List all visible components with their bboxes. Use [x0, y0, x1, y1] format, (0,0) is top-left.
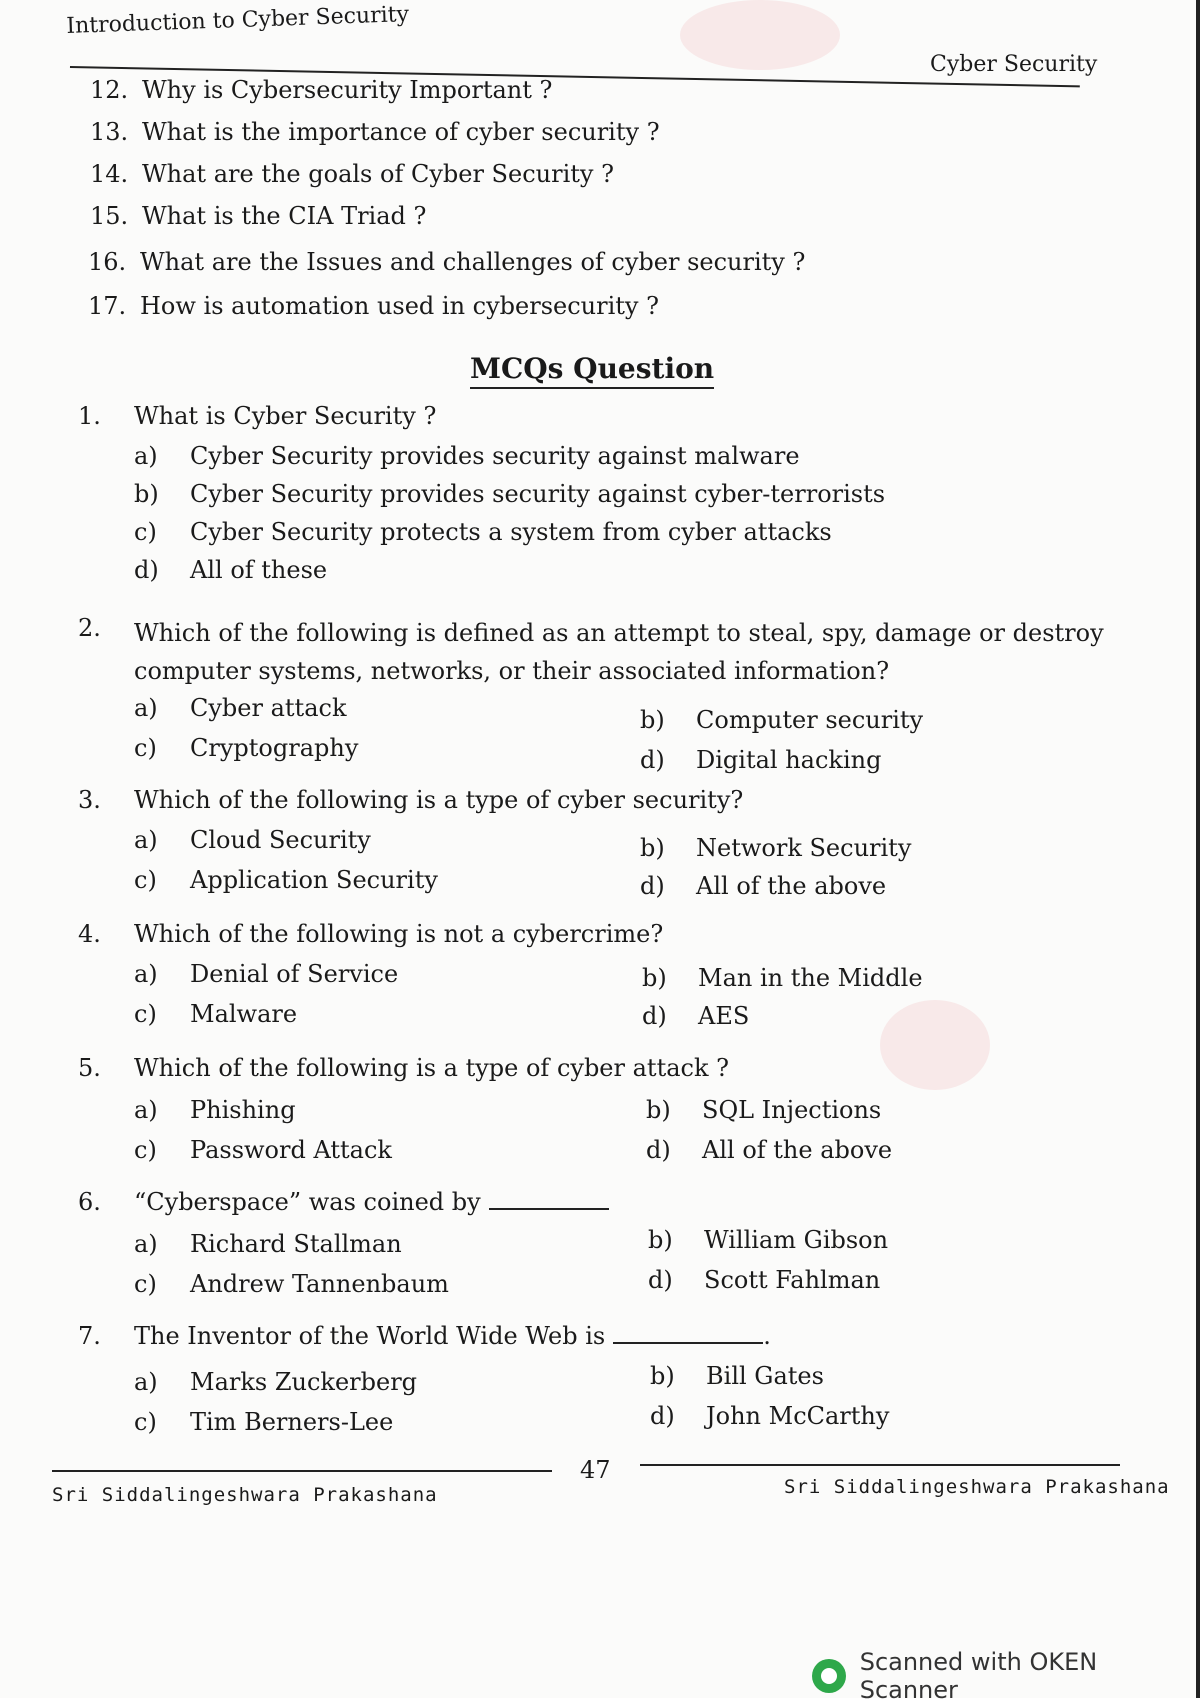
mcq-question — [78, 1322, 771, 1350]
list-item — [88, 248, 805, 276]
option-text: Scott Fahlman — [704, 1266, 881, 1294]
option-a — [134, 1096, 296, 1124]
question-text: The Inventor of the World Wide Web is — [134, 1322, 606, 1350]
answer-blank — [613, 1322, 763, 1344]
option-text: AES — [698, 1002, 750, 1030]
mcq-question — [78, 402, 436, 430]
question-text: Which of the following is a type of cyber security? — [134, 786, 744, 814]
question-text: “Cyberspace” was coined by — [134, 1188, 481, 1216]
option-label: b) — [640, 834, 665, 862]
option-text: Cryptography — [190, 734, 359, 762]
list-item — [88, 292, 659, 320]
mcq-question — [78, 786, 743, 814]
question-number: 15. — [90, 202, 129, 230]
option-c — [134, 866, 438, 894]
list-item — [90, 160, 614, 188]
option-c — [134, 1408, 393, 1436]
option-text: Malware — [190, 1000, 298, 1028]
running-header-left: Introduction to Cyber Security — [66, 2, 410, 39]
option-text: William Gibson — [704, 1226, 889, 1254]
option-label: b) — [646, 1096, 671, 1124]
question-text: What is the CIA Triad ? — [142, 202, 427, 230]
option-label: c) — [134, 734, 157, 762]
question-text: Which of the following is not a cybercrime? — [134, 920, 664, 948]
option-label: b) — [640, 706, 665, 734]
option-label: d) — [642, 1002, 667, 1030]
question-text: What is the importance of cyber security ? — [142, 118, 660, 146]
option-text: Cloud Security — [190, 826, 371, 854]
footer-rule-right — [640, 1464, 1120, 1466]
question-number: 7. — [78, 1322, 101, 1350]
question-number: 14. — [90, 160, 129, 188]
option-text: All of these — [190, 556, 328, 584]
question-text: Which of the following is defined as an attempt to steal, spy, damage or destroy computer systems, networks, or their associated information? — [134, 619, 1104, 685]
question-number: 1. — [78, 402, 101, 430]
option-label: c) — [134, 1000, 157, 1028]
option-text: Cyber Security provides security against malware — [190, 442, 800, 470]
option-a — [134, 694, 346, 722]
option-label: d) — [648, 1266, 673, 1294]
question-number: 12. — [90, 76, 129, 104]
option-text: Tim Berners-Lee — [190, 1408, 394, 1436]
option-label: b) — [134, 480, 159, 508]
option-label: c) — [134, 518, 157, 546]
option-label: c) — [134, 866, 157, 894]
stain-right — [880, 1000, 990, 1090]
question-text: Why is Cybersecurity Important ? — [142, 76, 553, 104]
option-d — [648, 1266, 880, 1294]
scanner-logo-icon — [812, 1659, 846, 1693]
option-label: a) — [134, 694, 158, 722]
publisher-left: Sri Siddalingeshwara Prakashana — [52, 1484, 438, 1506]
question-number: 13. — [90, 118, 129, 146]
mcq-question — [78, 920, 663, 948]
option-text: Cyber Security provides security against cyber-terrorists — [190, 480, 886, 508]
question-text: Which of the following is a type of cyber attack ? — [134, 1054, 729, 1082]
option-b — [646, 1096, 881, 1124]
option-label: a) — [134, 960, 158, 988]
option-label: a) — [134, 1230, 158, 1258]
page-edge-shadow — [1196, 0, 1200, 1698]
option-label: a) — [134, 1096, 158, 1124]
question-number: 4. — [78, 920, 101, 948]
option-label: d) — [134, 556, 159, 584]
list-item — [90, 202, 426, 230]
option-a — [134, 1368, 417, 1396]
option-d — [640, 746, 881, 774]
list-item — [90, 76, 552, 104]
option-a — [134, 960, 398, 988]
option-label: b) — [650, 1362, 675, 1390]
option-label: c) — [134, 1136, 157, 1164]
question-number: 6. — [78, 1188, 101, 1216]
option-text: Marks Zuckerberg — [190, 1368, 418, 1396]
option-d — [640, 872, 886, 900]
option-text: Digital hacking — [696, 746, 882, 774]
question-text: How is automation used in cybersecurity ? — [140, 292, 659, 320]
option-label: a) — [134, 1368, 158, 1396]
option-text: Phishing — [190, 1096, 296, 1124]
option-text: Application Security — [190, 866, 438, 894]
option-text: All of the above — [702, 1136, 893, 1164]
option-text: Denial of Service — [190, 960, 399, 988]
footer-rule-left — [52, 1470, 552, 1472]
option-b — [134, 480, 885, 508]
question-text: What are the Issues and challenges of cyber security ? — [140, 248, 806, 276]
option-a — [134, 442, 800, 470]
mcq-question — [78, 1054, 729, 1082]
option-text: Richard Stallman — [190, 1230, 402, 1258]
question-number: 3. — [78, 786, 101, 814]
option-text: John McCarthy — [706, 1402, 890, 1430]
question-text: What is Cyber Security ? — [134, 402, 437, 430]
scanner-text: Scanned with OKEN Scanner — [859, 1648, 1098, 1704]
option-d — [642, 1002, 749, 1030]
question-text-end: . — [763, 1322, 771, 1350]
mcq-question — [78, 614, 1164, 690]
option-text: Cyber Security protects a system from cyber attacks — [190, 518, 832, 546]
option-text: SQL Injections — [702, 1096, 882, 1124]
question-number: 16. — [88, 248, 127, 276]
option-text: Network Security — [696, 834, 912, 862]
option-text: Andrew Tannenbaum — [190, 1270, 449, 1298]
page-number: 47 — [580, 1456, 611, 1484]
option-label: d) — [650, 1402, 675, 1430]
option-c — [134, 1270, 449, 1298]
option-c — [134, 734, 358, 762]
option-a — [134, 826, 371, 854]
answer-blank — [489, 1188, 609, 1210]
option-c — [134, 1000, 297, 1028]
option-text: Cyber attack — [190, 694, 347, 722]
option-label: c) — [134, 1270, 157, 1298]
option-d — [650, 1402, 889, 1430]
mcq-question — [78, 1188, 609, 1216]
section-title: MCQs Question — [470, 352, 714, 389]
option-label: d) — [640, 872, 665, 900]
running-header-right: Cyber Security — [930, 52, 1098, 77]
question-text: What are the goals of Cyber Security ? — [142, 160, 614, 188]
option-text: Man in the Middle — [698, 964, 923, 992]
option-d — [646, 1136, 892, 1164]
question-number: 17. — [88, 292, 127, 320]
option-text: Bill Gates — [706, 1362, 824, 1390]
option-b — [640, 706, 923, 734]
question-number: 2. — [78, 614, 101, 642]
option-d — [134, 556, 327, 584]
option-b — [640, 834, 911, 862]
option-label: a) — [134, 442, 158, 470]
option-b — [650, 1362, 824, 1390]
option-label: c) — [134, 1408, 157, 1436]
option-label: b) — [642, 964, 667, 992]
question-number: 5. — [78, 1054, 101, 1082]
publisher-right: Sri Siddalingeshwara Prakashana — [784, 1476, 1170, 1498]
stain-top — [680, 0, 840, 70]
option-c — [134, 1136, 392, 1164]
option-text: All of the above — [696, 872, 887, 900]
list-item — [90, 118, 660, 146]
option-b — [642, 964, 923, 992]
option-label: d) — [640, 746, 665, 774]
option-c — [134, 518, 832, 546]
option-label: a) — [134, 826, 158, 854]
scanner-watermark — [812, 1648, 1200, 1704]
option-label: d) — [646, 1136, 671, 1164]
option-label: b) — [648, 1226, 673, 1254]
option-b — [648, 1226, 888, 1254]
option-text: Password Attack — [190, 1136, 392, 1164]
option-a — [134, 1230, 402, 1258]
option-text: Computer security — [696, 706, 924, 734]
